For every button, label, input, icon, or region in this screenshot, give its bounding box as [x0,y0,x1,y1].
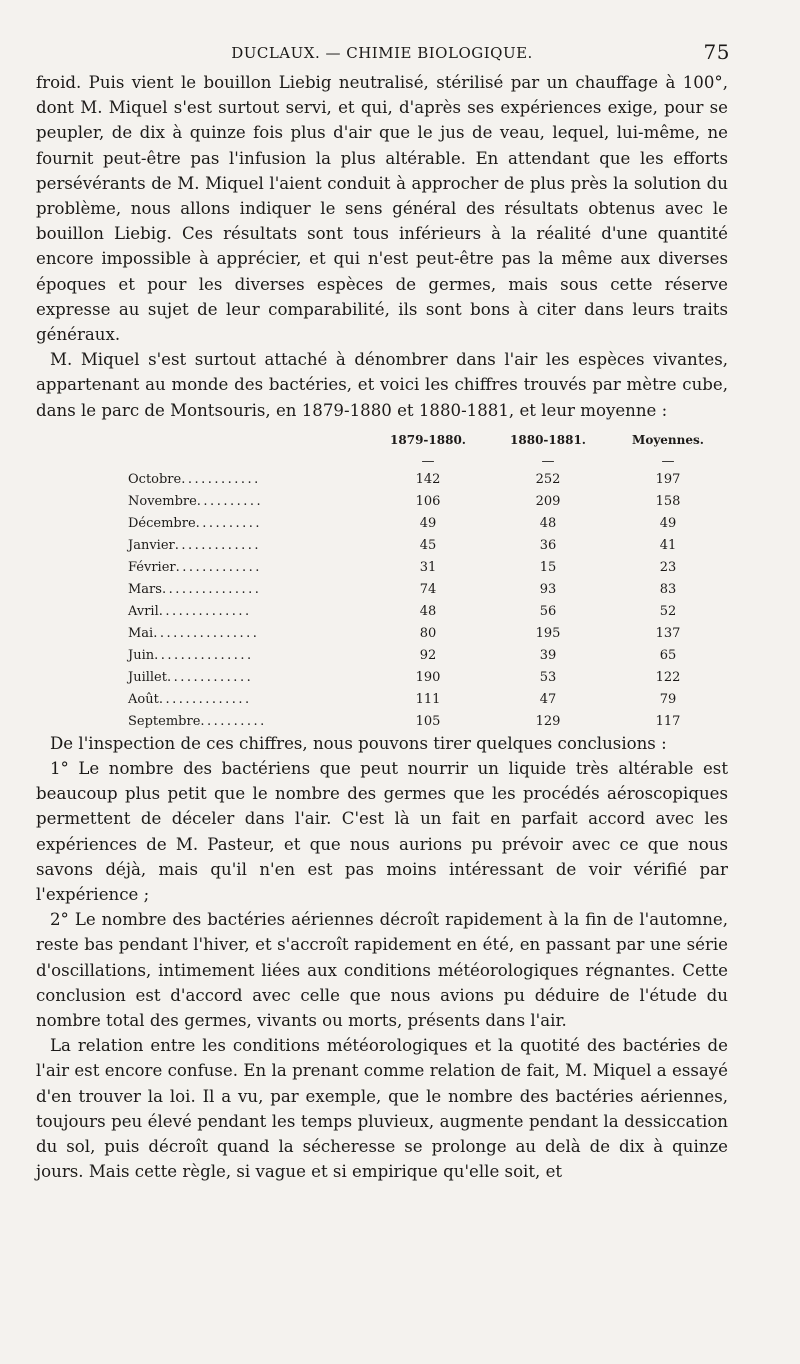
value-moyenne: 65 [659,647,677,663]
leader-dots: ............... [154,647,254,663]
month-cell [128,557,368,579]
paragraph: 2° Le nombre des bactéries aériennes décroît rapidement à la fin de l'automne, reste bas pendant l'hiver, et s'accroît rapidement en été, en passant par une série d'oscillations, intimement liées aux conditions météorologiques régnantes. Cette conclusion est d'accord avec celle que nous avions pu déduire de l'étude du nombre total des germes, vivants ou morts, présents dans l'air. [36,910,728,1031]
value-1880-1881: 56 [539,603,557,619]
value-1880-1881: 129 [535,713,561,729]
leader-dots: .............. [158,603,252,619]
value-1880-1881: 39 [539,647,557,663]
value-1879-1880: 45 [419,537,437,553]
value-moyenne: 158 [655,493,681,509]
leader-dots: .......... [200,713,267,729]
value-1880-1881: 195 [535,625,561,641]
month-cell [128,491,368,513]
month-label: Juin [128,647,155,663]
table-row [128,469,728,491]
value-1879-1880: 74 [419,581,437,597]
table-row [128,689,728,711]
month-cell [128,645,368,667]
month-label: Septembre [128,713,201,729]
value-1879-1880: 49 [419,515,437,531]
value-moyenne: 52 [659,603,677,619]
month-label: Août [128,691,159,707]
value-moyenne: 79 [659,691,677,707]
value-1880-1881: 93 [539,581,557,597]
leader-dots: ............. [166,669,254,685]
value-1880-1881: 15 [539,559,557,575]
month-label: Juillet [128,669,167,685]
value-moyenne: 117 [655,713,681,729]
table-row [128,535,728,557]
value-moyenne: 49 [659,515,677,531]
month-label: Avril [128,603,159,619]
value-moyenne: 41 [659,537,677,553]
month-cell [128,513,368,535]
table-row [128,601,728,623]
value-1880-1881: 47 [539,691,557,707]
month-label: Décembre [128,515,196,531]
dash: — [421,453,435,469]
paragraph: M. Miquel s'est surtout attaché à dénombrer dans l'air les espèces vivantes, appartenant au monde des bactéries, et voici les chiffres trouvés par mètre cube, dans le parc de Montsouris, en 1879-1880 et 1880-1881, et leur moyenne : [36,350,728,420]
value-1879-1880: 31 [419,559,437,575]
leader-dots: ................ [153,625,260,641]
value-moyenne: 23 [659,559,677,575]
page-number: 75 [703,40,730,64]
paragraph: De l'inspection de ces chiffres, nous pouvons tirer quelques conclusions : [50,733,667,753]
month-cell [128,579,368,601]
value-1880-1881: 53 [539,669,557,685]
table-row [128,645,728,667]
paragraph: 1° Le nombre des bactériens que peut nourrir un liquide très altérable est beaucoup plus petit que le nombre des germes que les procédés aéroscopiques permettent de déceler dans l'air. C'est là un fait en parfait accord avec les expériences de M. Pasteur, et que nous aurions pu prévoir avec ce que nous savons déjà, mais qu'il n'en est pas moins intéressant de voir vérifié par l'expérience ; [36,759,728,905]
column-header: 1879-1880. [390,432,466,447]
month-cell [128,601,368,623]
month-header [128,433,368,455]
month-cell [128,535,368,557]
leader-dots: .......... [195,515,262,531]
table-row [128,491,728,513]
month-cell [128,667,368,689]
bacteria-table [128,433,728,733]
value-1879-1880: 48 [419,603,437,619]
month-label: Mars [128,581,162,597]
month-cell [128,711,368,733]
month-label: Février [128,559,176,575]
column-header: 1880-1881. [510,432,586,447]
value-1879-1880: 111 [415,691,441,707]
month-cell [128,623,368,645]
leader-dots: ............ [181,471,261,487]
table-row [128,513,728,535]
table-row [128,557,728,579]
table-row [128,667,728,689]
dash: — [661,453,675,469]
value-1879-1880: 142 [415,471,441,487]
leader-dots: .............. [158,691,252,707]
value-1879-1880: 190 [415,669,441,685]
table-row [128,579,728,601]
paragraph: froid. Puis vient le bouillon Liebig neutralisé, stérilisé par un chauffage à 100°, dont M. Miquel s'est surtout servi, et qui, d'après ses expériences exige, pour se peupler, de dix à quinze fois plus d'air que le jus de veau, lequel, lui-même, ne fournit peut-être pas l'infusion la plus altérable. En attendant que les efforts persévérants de M. Miquel l'aient conduit à approcher de plus près la solution du problème, nous allons indiquer le sens général des résultats obtenus avec le bouillon Liebig. Ces résultats sont tous inférieurs à la réalité d'une quantité encore impossible à apprécier, et qui n'est peut-être pas la même aux diverses époques et pour les diverses espèces de germes, mais sous cette réserve expresse au sujet de leur comparabilité, ils sont bons à citer dans leurs traits généraux. [36,73,728,345]
paragraph: La relation entre les conditions météorologiques et la quotité des bactéries de l'air est encore confuse. En la prenant comme relation de fait, M. Miquel a essayé d'en trouver la loi. Il a vu, par exemple, que le nombre des bactéries aériennes, toujours peu élevé pendant les temps pluvieux, augmente pendant la dessiccation du sol, puis décroît quand la sécheresse se prolonge au delà de dix à quinze jours. Mais cette règle, si vague et si empirique qu'elle soit, et [36,1036,728,1182]
leader-dots: ............... [161,581,262,597]
value-1880-1881: 252 [535,471,561,487]
leader-dots: ............. [175,559,262,575]
leader-dots: ............. [174,537,261,553]
value-1879-1880: 106 [415,493,441,509]
value-1879-1880: 92 [419,647,437,663]
running-head [36,38,728,68]
page [36,38,728,1185]
dash-spacer [128,455,368,469]
value-1879-1880: 105 [415,713,441,729]
value-1879-1880: 80 [419,625,437,641]
table-body [128,469,728,733]
month-label: Octobre [128,471,182,487]
column-header: Moyennes. [632,432,704,447]
value-moyenne: 197 [655,471,681,487]
table-row [128,623,728,645]
running-title: DUCLAUX. — CHIMIE BIOLOGIQUE. [231,44,533,62]
leader-dots: .......... [196,493,264,509]
value-1880-1881: 209 [535,493,561,509]
value-moyenne: 83 [659,581,677,597]
month-cell [128,689,368,711]
month-label: Novembre [128,493,197,509]
dash: — [541,453,555,469]
value-1880-1881: 36 [539,537,557,553]
table-row [128,711,728,733]
value-1880-1881: 48 [539,515,557,531]
month-label: Mai [128,625,154,641]
month-cell [128,469,368,491]
value-moyenne: 122 [655,669,681,685]
value-moyenne: 137 [655,625,681,641]
month-label: Janvier [128,537,175,553]
data-table-wrapper [36,432,728,729]
